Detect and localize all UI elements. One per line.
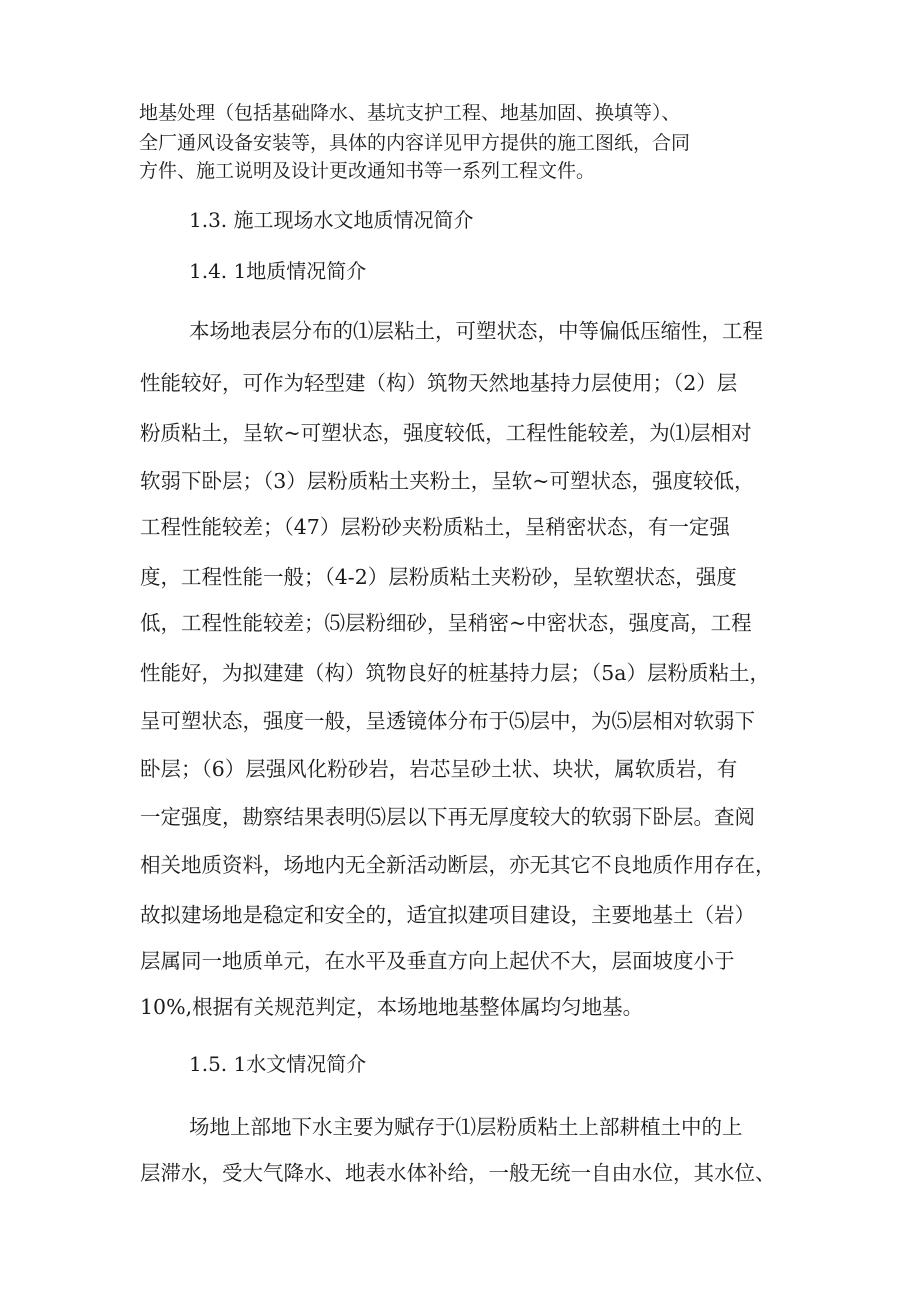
body-line: 性能较好，可作为轻型建（构）筑物天然地基持力层使用；（2）层 xyxy=(140,371,738,395)
body-line: 本场地表层分布的⑴层粘土，可塑状态，中等偏低压缩性，工程 xyxy=(189,319,763,343)
body-line: 10%,根据有关规范判定，本场地地基整体属均匀地基。 xyxy=(140,995,644,1019)
body-line: 粉质粘土，呈软~可塑状态，强度较低，工程性能较差，为⑴层相对 xyxy=(140,421,752,445)
intro-line: 全厂通风设备安装等，具体的内容详见甲方提供的施工图纸，合同 xyxy=(139,132,691,154)
section-heading-1-4: 1.4. 1地质情况简介 xyxy=(189,259,367,283)
intro-line: 地基处理（包括基础降水、基坑支护工程、地基加固、换填等）、 xyxy=(139,102,681,124)
body-line: 一定强度，勘察结果表明⑸层以下再无厚度较大的软弱下卧层。查阅 xyxy=(140,805,755,829)
body-line: 软弱下卧层；（3）层粉质粘土夹粉土，呈软~可塑状态，强度较低， xyxy=(140,469,755,493)
body-line: 故拟建场地是稳定和安全的，适宜拟建项目建设，主要地基土（岩） xyxy=(140,903,755,927)
section-heading-1-5: 1.5. 1水文情况简介 xyxy=(189,1052,367,1076)
body-line: 度，工程性能一般；（4-2）层粉质粘土夹粉砂，呈软塑状态，强度 xyxy=(140,565,737,589)
intro-line: 方件、施工说明及设计更改通知书等一系列工程文件。 xyxy=(139,160,596,182)
body-line: 工程性能较差；（47）层粉砂夹粉质粘土，呈稍密状态，有一定强 xyxy=(140,515,730,539)
body-line: 低，工程性能较差；⑸层粉细砂，呈稍密~中密状态，强度高，工程 xyxy=(140,611,752,635)
body-line: 层滞水，受大气降水、地表水体补给，一般无统一自由水位，其水位、 xyxy=(140,1161,776,1185)
section-heading-1-3: 1.3. 施工现场水文地质情况简介 xyxy=(189,208,474,232)
body-line: 场地上部地下水主要为赋存于⑴层粉质粘土上部耕植土中的上 xyxy=(189,1115,743,1139)
body-line: 性能好，为拟建建（构）筑物良好的桩基持力层；（5a）层粉质粘土， xyxy=(140,661,771,685)
body-line: 相关地质资料，场地内无全新活动断层，亦无其它不良地质作用存在， xyxy=(140,853,776,877)
body-line: 呈可塑状态，强度一般，呈透镜体分布于⑸层中，为⑸层相对软弱下 xyxy=(140,709,755,733)
body-line: 卧层；（6）层强风化粉砂岩，岩芯呈砂土状、块状，属软质岩，有 xyxy=(140,757,738,781)
body-line: 层属同一地质单元，在水平及垂直方向上起伏不大，层面坡度小于 xyxy=(140,949,735,973)
